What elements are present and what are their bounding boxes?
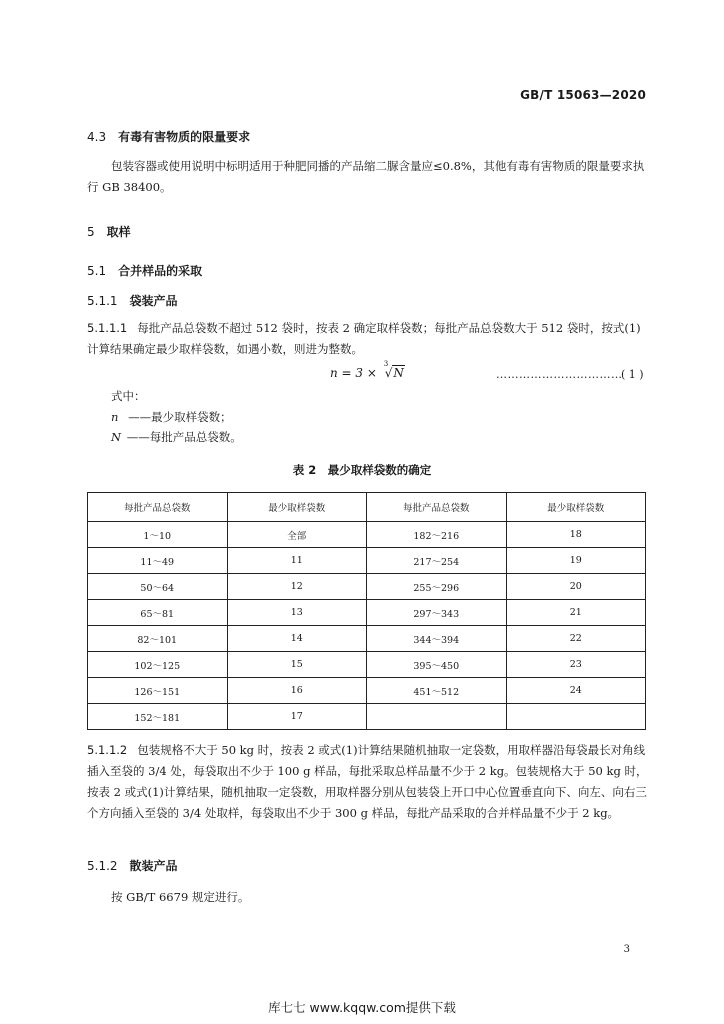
table-cell: 395～450 [367,652,507,678]
table-cell: 451～512 [367,678,507,704]
table-row [88,678,646,704]
table-cell: 19 [506,548,646,574]
section-title: 取样 [106,225,131,239]
table-row [88,522,646,548]
section-number: 5 [87,225,95,239]
variable-symbol: N [111,430,122,444]
section-title: 有毒有害物质的限量要求 [118,130,251,144]
table-cell: 17 [227,704,367,730]
column-header: 每批产品总袋数 [367,493,507,522]
table-row [88,704,646,730]
section-number: 5.1.1 [87,294,118,308]
variable-description: ——每批产品总袋数。 [123,430,242,444]
table-cell: 182～216 [367,522,507,548]
table-cell: 255～296 [367,574,507,600]
section-4-3-heading [87,128,250,145]
radical-sign: √ [384,366,393,380]
paragraph-text: 每批产品总袋数不超过 512 袋时，按表 2 确定取样袋数；每批产品总袋数大于 512 袋时，按式(1) 计算结果确定最少取样袋数，如遇小数，则进为整数。 [87,321,641,356]
table-cell: 82～101 [88,626,228,652]
formula-number: ( 1 ) [621,368,644,381]
table-row [88,574,646,600]
variable-description: ——最少取样袋数； [124,410,232,424]
section-5-1-heading [87,262,202,279]
table-header-row [88,493,646,522]
section-5-1-2-heading [87,857,178,874]
table-cell: 102～125 [88,652,228,678]
formula-lhs: n = 3 × [330,366,377,380]
variable-symbol: n [111,410,119,424]
table-cell: 13 [227,600,367,626]
section-number: 5.1 [87,264,107,278]
radicand: N [393,366,404,380]
table-cell: 126～151 [88,678,228,704]
table-cell: 14 [227,626,367,652]
table-cell: 11～49 [88,548,228,574]
section-5-1-1-1-text [87,318,648,360]
table-cell: 50～64 [88,574,228,600]
table-cell: 297～343 [367,600,507,626]
page-number: 3 [623,944,630,955]
table-cell: 21 [506,600,646,626]
table-cell: 152～181 [88,704,228,730]
table-cell: 全部 [227,522,367,548]
column-header: 每批产品总袋数 [88,493,228,522]
table-cell: 23 [506,652,646,678]
section-number: 5.1.1.2 [87,743,128,757]
section-number: 5.1.2 [87,859,118,873]
section-5-1-1-heading [87,292,178,309]
section-number: 5.1.1.1 [87,321,128,335]
table-cell: 12 [227,574,367,600]
section-number: 4.3 [87,130,107,144]
column-header: 最少取样袋数 [227,493,367,522]
section-title: 合并样品的采取 [118,264,203,278]
section-5-1-2-text: 按 GB/T 6679 规定进行。 [111,890,250,904]
table-2 [87,492,646,730]
table-cell: 1～10 [88,522,228,548]
table-2-caption: 表 2 最少取样袋数的确定 [292,463,432,477]
table-row [88,600,646,626]
table-cell: 24 [506,678,646,704]
paragraph-text: 包装规格不大于 50 kg 时，按表 2 或式(1)计算结果随机抽取一定袋数，用取样器沿每袋最长对角线插入至袋的 3/4 处，每袋取出不少于 100 g 样品，每批采取总样品量不少于 2 kg。包装规格大于 50 kg 时，按表 2 或式(1)计算结果，随机抽取一定袋数，用取样器分别从包装袋上开口中心位置垂直向下、向左、向右三个方向插入至袋的 3/4 处取样，每袋取出不少于 300 g 样品，每批产品采取的合并样品量不少于 2 kg。 [87,743,648,820]
cube-root [383,360,405,380]
table-row [88,626,646,652]
table-cell: 65～81 [88,600,228,626]
formula-1 [330,360,405,380]
where-label: 式中： [111,389,146,403]
table-cell [367,704,507,730]
table-cell: 16 [227,678,367,704]
download-footer: 库七七 www.kqqw.com提供下载 [268,1000,456,1015]
table-row [88,652,646,678]
table-cell: 22 [506,626,646,652]
table-cell: 344～394 [367,626,507,652]
section-title: 袋装产品 [129,294,178,308]
table-cell: 11 [227,548,367,574]
table-cell [506,704,646,730]
table-cell: 15 [227,652,367,678]
formula-dots: …………………………… [496,368,623,381]
section-5-heading [87,223,131,240]
section-5-1-1-2-text [87,740,648,824]
variable-N-definition [111,427,242,448]
section-title: 散装产品 [129,859,178,873]
table-cell: 217～254 [367,548,507,574]
table-cell: 20 [506,574,646,600]
table-row [88,548,646,574]
variable-n-definition [111,407,232,428]
section-4-3-text: 包装容器或使用说明中标明适用于种肥同播的产品缩二脲含量应≤0.8%，其他有毒有害物质的限量要求执行 GB 38400。 [87,159,645,194]
standard-code: GB/T 15063—2020 [520,88,646,102]
root-index: 3 [383,360,389,368]
table-cell: 18 [506,522,646,548]
column-header: 最少取样袋数 [506,493,646,522]
